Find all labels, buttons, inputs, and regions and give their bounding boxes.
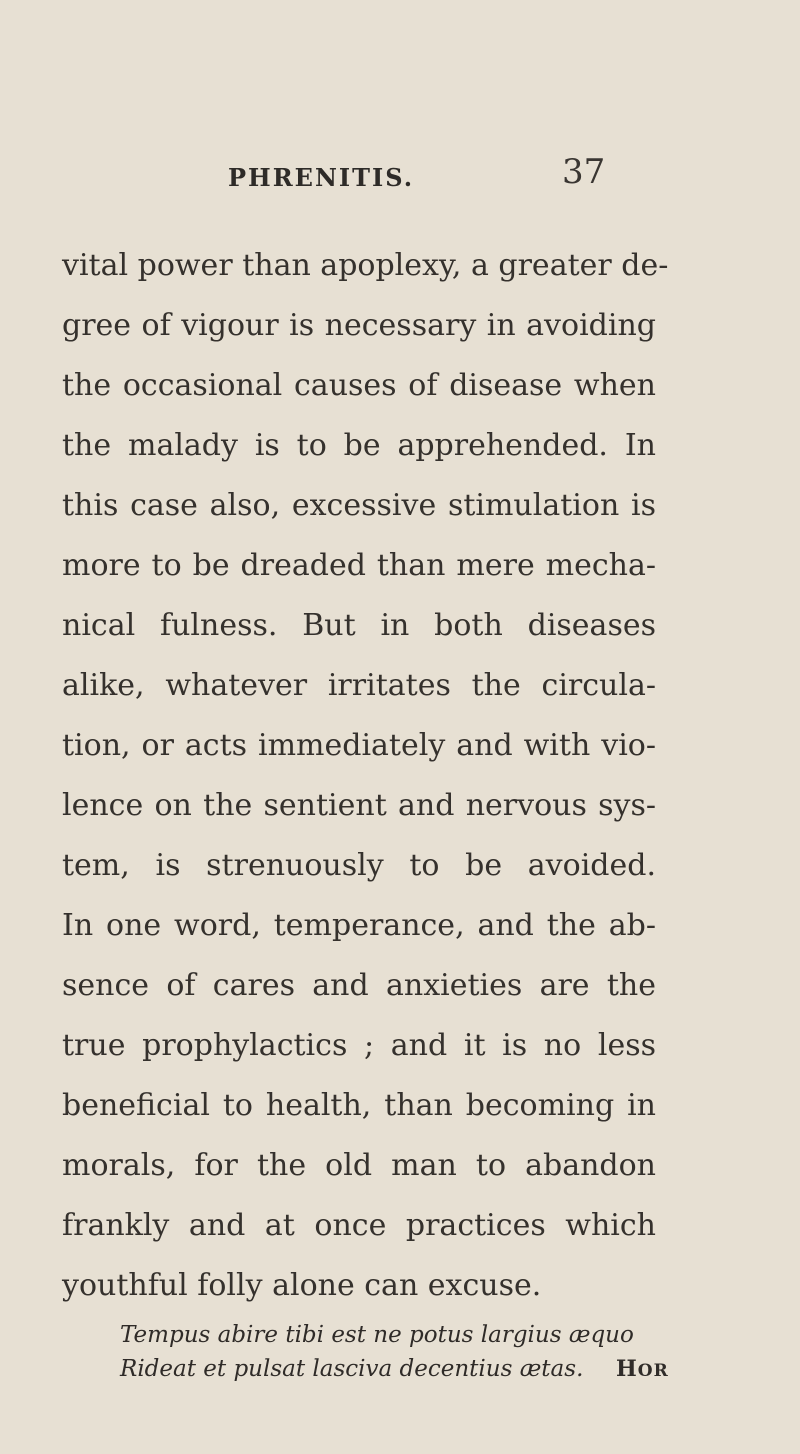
quote-line-with-attribution bbox=[120, 1352, 680, 1386]
text-line: the occasional causes of disease when bbox=[62, 368, 656, 403]
text-line: gree of vigour is necessary in avoiding bbox=[62, 308, 656, 343]
text-line: In one word, temperance, and the ab- bbox=[62, 908, 656, 943]
text-line: vital power than apoplexy, a greater de- bbox=[62, 248, 669, 283]
running-title: PHRENITIS. bbox=[228, 163, 415, 192]
text-line: frankly and at once practices which bbox=[62, 1208, 656, 1243]
quote-line: Rideat et pulsat lasciva decentius ætas. bbox=[120, 1356, 584, 1382]
text-line: tion, or acts immediately and with vio- bbox=[62, 728, 656, 763]
text-line: this case also, excessive stimulation is bbox=[62, 488, 656, 523]
text-line: youthful folly alone can excuse. bbox=[62, 1268, 542, 1303]
attribution-small-caps: OR bbox=[637, 1361, 669, 1381]
text-line: morals, for the old man to abandon bbox=[62, 1148, 656, 1183]
text-line: lence on the sentient and nervous sys- bbox=[62, 788, 656, 823]
text-line: alike, whatever irritates the circula- bbox=[62, 668, 656, 703]
page-number: 37 bbox=[562, 152, 606, 192]
attribution-initial: H bbox=[616, 1356, 638, 1382]
text-line: true prophylactics ; and it is no less bbox=[62, 1028, 656, 1063]
running-head bbox=[0, 152, 800, 198]
text-line: sence of cares and anxieties are the bbox=[62, 968, 656, 1003]
text-line: more to be dreaded than mere mecha- bbox=[62, 548, 656, 583]
quote-line: Tempus abire tibi est ne potus largius æquo bbox=[120, 1322, 634, 1348]
body-text bbox=[62, 236, 669, 1316]
text-line: nical fulness. But in both diseases bbox=[62, 608, 656, 643]
text-line: tem, is strenuously to be avoided. bbox=[62, 848, 656, 883]
latin-quotation bbox=[120, 1318, 680, 1386]
quote-attribution bbox=[616, 1352, 669, 1388]
text-line: beneficial to health, than becoming in bbox=[62, 1088, 656, 1123]
text-line: the malady is to be apprehended. In bbox=[62, 428, 656, 463]
